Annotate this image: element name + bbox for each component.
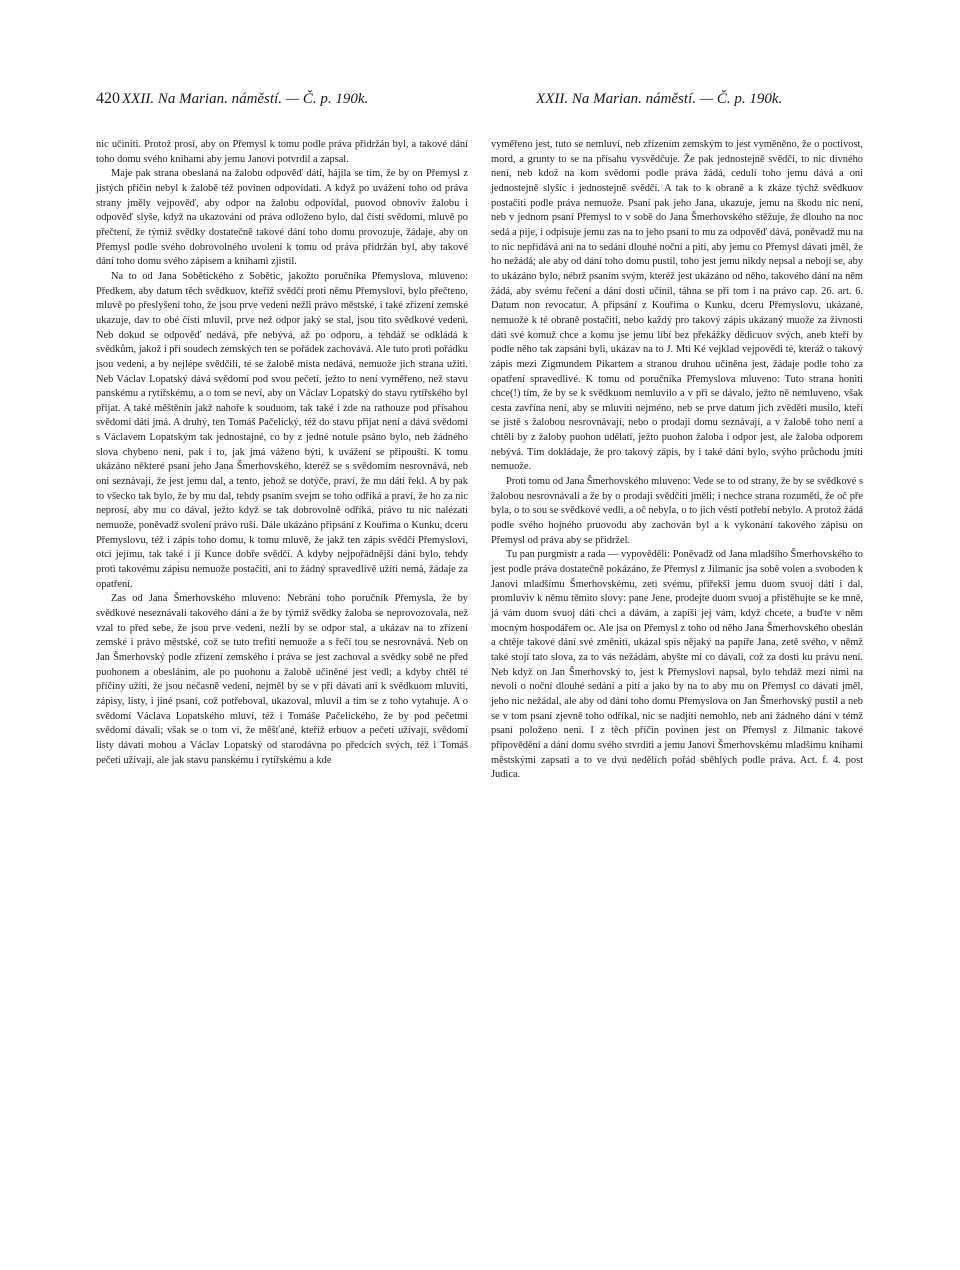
paragraph: Maje pak strana obeslaná na žalobu odpověď dáti, hájila se tím, že by on Přemysl z jistých příčin nebyl k žalobě též povinen odpovídati. A když po uvážení toho od práva strany jměly vejpověď, aby odpor na žalobu odpovídal, puovod obnoviv žalobu i odpověď slyše, když na ukazování od práva odloženo bylo, dal čísti svědomí, mluvě po přečtení, že týmiž svědky dostatečně takové dání toho domu provozuje, žádaje, aby on Přemysl podle svého dobrovolného uvolení k tomu od práva přidržán byl, aby takové dání toho domu svého zápisem a knihami zjistil. <box>96 168 468 268</box>
left-column <box>96 138 468 768</box>
running-title-right: XXII. Na Marian. náměstí. — Č. p. 190k. <box>536 91 783 107</box>
paragraph: vyměřeno jest, tuto se nemluví, neb zřízením zemským to jest vyměněno, že o poctivost, mord, a grunty to se na přísahu vysvědčuje. Že pak jednostejně svědčí, to nic divného není, neb kdož na kom svědomí podle práva žádá, cedulí toho jemu dává a oni jednostejně slyšíc i jednostejně svědčí. A tak to k obraně a k zkáze týchž svědkuov postačiti podle práva nemuože. Psaní pak jeho Jana, ukazuje, jemu na škodu nic není, neb v jednom psaní Přemysl to v sobě do Jana Šmerhovského stěžuje, že dlouho na noc sedá a pije, i odpisuje jemu zas na to jeho psaní to mu za odpověď dává, poněvadž mu na to nic nepřidává ani na to sedání dlouhé noční a pití, aby jemu co Přemysl dávati jměl, že ho nežádá; ale aby od dání toho domu pustil, toho jest jemu nikdy nepsal a nebojí se, aby to ukázáno bylo, nébrž psaním svým, kteréž jest ukázáno od něho, takového dání na něm žádá, aby svému řečení a dání dosti učinil, táhna se při tom i na právo cap. 26. art. 6. Datum non revocatur. A připsání z Kouřima o Kunku, dceru Přemyslovu, ukázané, nemuože k té obraně postačiti, nebo každý pro takový zápis ukázaný muože za živnosti dáti své komuž chce a komu jse jemu líbí bez překážky dědicuov svých, aneb kteří by podle něho tak zapsáni byli, ukázav na to J. Mti Ké vejklad vejpovědi té, kteráž o takový zápis mezi Zigmundem Pikartem a stranou druhou učiněna jest, žádaje podle toho za opatření spravedlivé. K tomu od poručníka Přemyslova mluveno: Tuto strana honiti chce(!) tím, že by se k svědkuom nemluvilo a v při se dávalo, ježto ně nemluveno, však cesta zavřína není, aby se mluviti nejméno, neb se prve datum jich zvěděti musilo, kteří se jistě s žalobou nesrovnávají, nebo o prodaji domu seznávají, a v žalobě toho není a chtěli by z žaloby puohon udělati, ježto puohon žaloba i odpor jest, ale žaloba odporem nebývá. Tím dokládaje, že pro takový zápis, by i také dání bylo, svýho průchodu jmíti nemuože. <box>491 139 863 473</box>
paragraph: Tu pan purgmistr a rada — vypověděli: Poněvadž od Jana mladšího Šmerhovského to jest podle práva dostatečně pokázáno, že Přemysl z Jilmanic jsa sobě volen a svoboden k Janovi mladšímu Šmerhovskému, zeti svému, přiřekši jemu duom svuoj dáti i dal, promluviv k němu těmito slovy: pane Jene, prodejte duom svuoj a přistěhujte se ke mně, já vám duom svuoj dáti chci a dávám, a zapíši jej vám, když chcete, a buďte v něm mocným hospodářem oc. Ale jsa on Přemysl z toho od něho Jana Šmerhovského obeslán a chtěje takové dání své změniti, ukázal spis nějaký na papíře Jana, zetě svého, v němž také stojí tato slova, za to vás nežádám, abyšte mi co dávali, což za dosti ku právu není. Neb když on Jan Šmerhovský to, jest k Přemyslovi napsal, bylo tehdáž mezi nimi na nevoli o noční dlouhé sedání a pití a jako by na to aby mu on Přemysl co dávati jměl, jeho nic nežádal, ale aby od dání toho domu Přemyslova on Jan Šmerhovský pustil a neb se v tom psaní zjevně toho odříkal, nic se nadjíti nemohlo, neb ani žádného dání v témž psaní položeno není. I z těch příčin povinen jest on Přemysl z Jilmanic takové připovědění a dání domu svého stvrditi a jemu Janovi Šmerhovskému mladšímu knihami městskými zapsati a to ve dvú nedělích pořád sběhlých podle práva. Act. f. 4. post Judica. <box>491 549 863 781</box>
right-column <box>491 138 863 783</box>
paragraph: nic učiniti. Protož prosí, aby on Přemysl k tomu podle práva přidržán byl, a takové dání toho domu svého knihami aby jemu Janovi potvrdil a zapsal. <box>96 139 468 165</box>
page-header <box>96 90 864 114</box>
page-number: 420 <box>96 90 120 107</box>
paragraph: Proti tomu od Jana Šmerhovského mluveno: Vede se to od strany, že by se svědkové s žalobou nesrovnávali a že by o prodaji svědčiti jměli; i nechce strana rozuměti, že oč pře byla, o to sou se svědkové vedli, a oč nebyla, o to jich vésti potřebí nebylo. A protož žádá podle svého hojného pruovodu aby zachován byl a k vykonání takového zápisu on Přemysl od práva aby se přidržel. <box>491 476 863 546</box>
paragraph: Na to od Jana Sobětického z Sobětic, jakožto poručníka Přemyslova, mluveno: Předkem, aby datum těch svědkuov, kteříž svědčí proti němu Přemyslovi, bylo přečteno, mluvě po přeslyšení toho, že jsou prve vedeni nežli právo městské, i také zřízení zemské ukazuje, dav to obé čísti mluvil, prve než odpor jaký se stal, jsou tito svědkové vedeni. Neb dokud se odpověď nedává, pře nebývá, až po odporu, a tehdáž se odkládá k svědkům, jakož i při soudech zemských ten se pořádek zachovává. Ale tuto proti pořádku jsou vedeni, a by nejlépe svědčili, té se žalobě místa nedává, nemuože jich strana užiti. Neb Václav Lopatský dává svědomí pod svou pečetí, ježto to není vyměřeno, než stavu panskému a rytířskému, a o tom se neví, aby on Václav Lopatský do stavu rytířského byl přijat. A také měštěnín jakž nahoře k souduom, tak také i zde na rathouze pod přísahou svědomí dáti jmá. A druhý, ten Tomáš Pačelický, též do stavu přijat není a dává svědomí s Václavem Lopatským tak jednostajné, co by z jedné notule psáno bylo, neb žádného slova chybeno není, pak i to, jak jmá váženo býti, k uvážení se připouští. K tomu ukázáno některé psaní jeho Jana Šmerhovského, kteréž se s svědomím nesrovnává, neb oni seznávají, že jest jemu dal, a tento, jehož se dotýče, praví, že mu dáti řekl. A by pak to všecko tak bylo, že by mu dal, tehdy psaním svejm se toho odříká a praví, že ho za nic neprosí, aby mu co dával, ježto když se tak dobrovolně odříká, právo tu nic nalézati nemuože, poněvadž svolení právo ruší. Dále ukázáno připsání z Kouřima o Kunku, dceru Přemyslovu, též i zápis toho domu, k tomu mluvě, že jakž ten zápis svědčí Přemyslovi, otci jejímu, tak také i jí Kunce dobře svědčí. A kdyby nejpořádnější dání bylo, tehdy proti takovému zápisu nemuože postačiti, ani to žádný spravedlivě užíti nemá, žádaje za opatření. <box>96 270 468 590</box>
running-title-left: XXII. Na Marian. náměstí. — Č. p. 190k. <box>122 91 369 107</box>
paragraph: Zas od Jana Šmerhovského mluveno: Nebrání toho poručník Přemysla, že by svědkové neseznávali takového dání a že by týmiž svědky žaloba se neprovozovala, než vzal to před sebe, že jsou prve vedeni, nežli by se odpor stal, a ukázav na to zřízení zemské i právo městské, což se tuto trefiti nemuože a s řečí tou se nesrovnává. Neb on Jan Šmerhovský podle zřízení zemského i práva se jest zachoval a svědky sobě ne před puohonem a obeslánim, ale po puohonu a žalobě učiněné jest vedl; a kdyby chtěl té příčiny užiti, že jsou nečasně vedeni, nejměl by se v při dávati ani k svědkuom mluviti, zápisy, listy, i jiné psaní, což potřeboval, ukazoval, mluvil a tím se z toho vytahuje. A o svědomí Václava Lopatského mluví, též i Tomáše Pačelického, že by pod pečetmi svědomí dávali; však se o tom ví, že měšťané, kteříž erbuov a pečetí užívají, svědomí listy dávati mohou a Václav Lopatský od starodávna po předcích svých, též i Tomáš pečetí užívají, ale jak stavu panskému i rytířskému a kde <box>96 593 468 766</box>
